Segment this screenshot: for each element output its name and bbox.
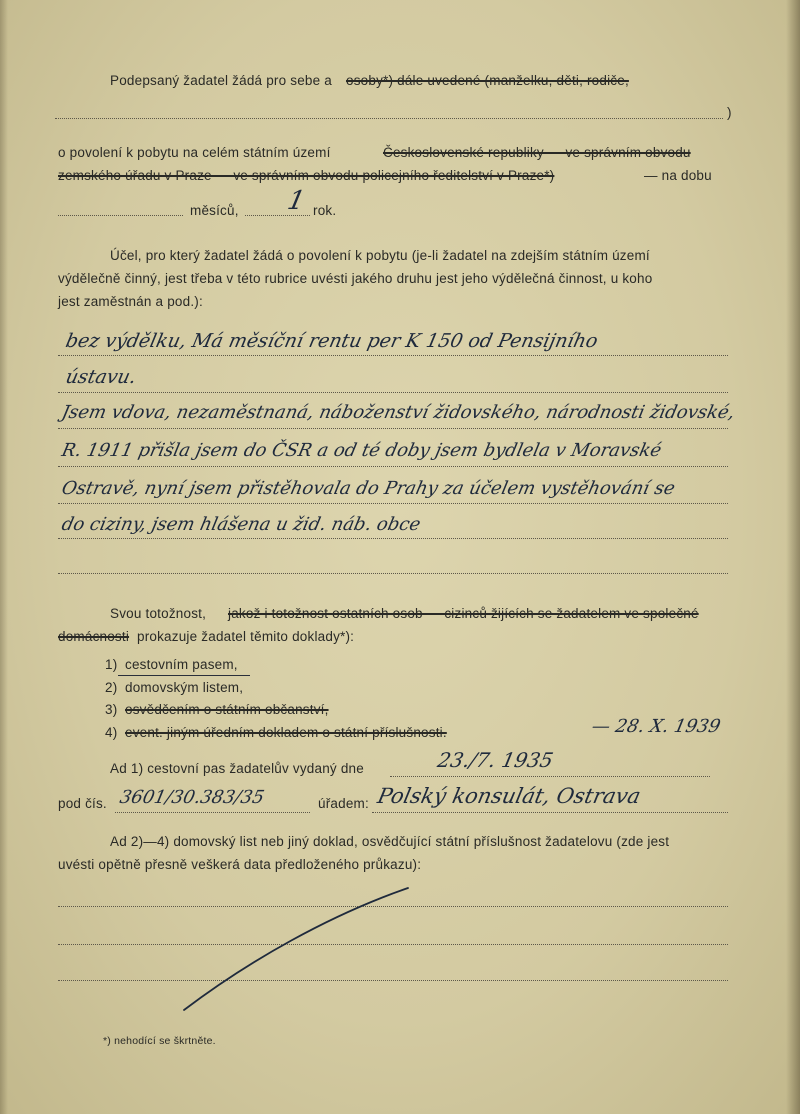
intro-line1-lead: Podepsaný žadatel žádá pro sebe a xyxy=(110,73,333,88)
identity-line1-struck: jakož i totožnost ostatních osob — cizinců žijících se žadatelem ve společné xyxy=(228,606,699,621)
passport-issued-value: 23./7. 1935 xyxy=(435,748,556,772)
years-label: rok. xyxy=(313,203,337,218)
passport-office-value: Polský konsulát, Ostrava xyxy=(375,784,643,808)
passport-number-label: pod čís. xyxy=(58,796,107,811)
intro-line3-tail: — na dobu xyxy=(644,168,712,183)
identity-line1-lead: Svou totožnost, xyxy=(110,606,207,621)
intro-line1-close: ) xyxy=(727,105,732,120)
doc-item-label: cestovním pasem, xyxy=(125,657,238,672)
identity-date-annotation: — 28. X. 1939 xyxy=(589,716,723,737)
intro-line2-lead: o povolení k pobytu na celém státním území xyxy=(58,145,331,160)
doc-item-label: osvědčením o státním občanství, xyxy=(125,702,329,717)
passport-office-label: úřadem: xyxy=(318,796,369,811)
purpose-line3: jest zaměstnán a pod.): xyxy=(58,294,203,309)
purpose-handwritten-line: R. 1911 přišla jsem do ČSR a od té doby jsem bydlela v Moravské xyxy=(59,440,664,461)
doc-item-number: 4) xyxy=(105,725,118,740)
footnote: *) nehodící se škrtněte. xyxy=(103,1035,216,1047)
other-docs-line1: Ad 2)—4) domovský list neb jiný doklad, osvědčující státní příslušnost žadatelovu (zde jest xyxy=(110,834,670,849)
identity-line2-struck: domácnosti xyxy=(58,629,130,644)
other-docs-line2: uvésti opětně přesně veškerá data předloženého průkazu): xyxy=(58,857,422,872)
doc-item-number: 1) xyxy=(105,657,118,672)
purpose-handwritten-line: Ostravě, nyní jsem přistěhovala do Prahy za účelem vystěhování se xyxy=(59,478,677,499)
purpose-handwritten-line: Jsem vdova, nezaměstnaná, náboženství židovského, národnosti židovské, xyxy=(59,402,737,423)
purpose-handwritten-line: bez výdělku, Má měsíční rentu per K 150 od Pensijního xyxy=(63,330,600,352)
intro-line2-struck: Československé republiky — ve správním obvodu xyxy=(383,145,691,160)
doc-item-label: event. jiným úředním dokladem o státní příslušnosti. xyxy=(125,725,447,740)
purpose-handwritten-line: do ciziny, jsem hlášena u žid. náb. obce xyxy=(59,514,423,535)
passport-issued-label: Ad 1) cestovní pas žadatelův vydaný dne xyxy=(110,761,364,776)
purpose-line1: Účel, pro který žadatel žádá o povolení k pobytu (je-li žadatel na zdejším státním území xyxy=(110,248,650,263)
months-label: měsíců, xyxy=(190,203,239,218)
years-value: 1 xyxy=(284,186,308,216)
doc-item-number: 3) xyxy=(105,702,118,717)
intro-line1-struck: osoby*) dále uvedené (manželku, děti, rodiče, xyxy=(346,73,629,88)
purpose-line2: výdělečně činný, jest třeba v této rubrice uvésti jakého druhu jest jeho výdělečná činnost, u koho xyxy=(58,271,653,286)
purpose-handwritten-line: ústavu. xyxy=(63,366,139,388)
cancel-diagonal-stroke xyxy=(184,888,408,1010)
doc-item-number: 2) xyxy=(105,680,118,695)
intro-line3-struck: zemského úřadu v Praze — ve správním obvodu policejního ředitelství v Praze*) xyxy=(58,168,555,183)
passport-number-value: 3601/30.383/35 xyxy=(117,787,267,808)
identity-line2-tail: prokazuje žadatel těmito doklady*): xyxy=(137,629,355,644)
doc-item-label: domovským listem, xyxy=(125,680,244,695)
